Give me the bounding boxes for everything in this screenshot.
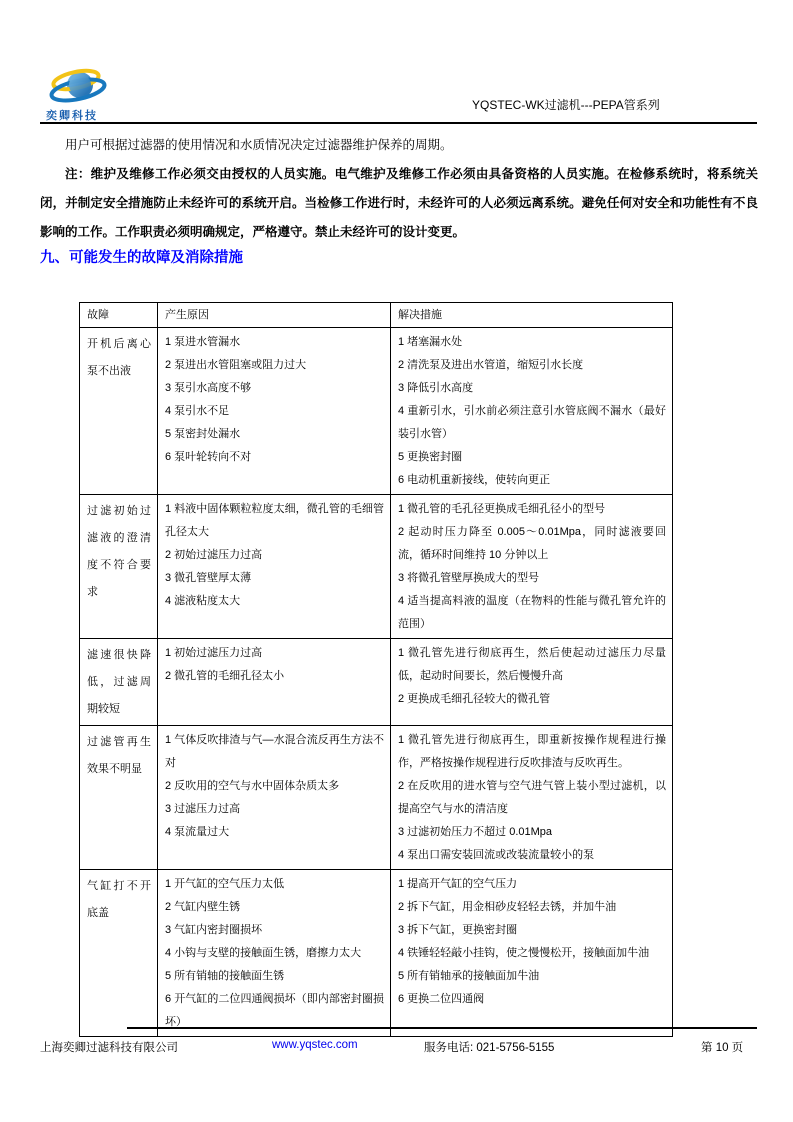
cell-line: 2 拆下气缸，用金相砂皮轻轻去锈，并加牛油 [398, 901, 617, 913]
cell-line: 1 提高开气缸的空气压力 [398, 878, 518, 890]
cell-line: 3 将微孔管壁厚换成大的型号 [398, 572, 540, 584]
cell-line: 6 泵叶轮转向不对 [165, 451, 252, 463]
cell-line: 3 过滤压力过高 [165, 803, 241, 815]
causes-cell [158, 870, 391, 1037]
cell-line: 3 气缸内密封圈损坏 [165, 924, 263, 936]
cell-line: 4 小钩与支壁的接触面生锈，磨擦力太大 [165, 947, 362, 959]
cell-line: 1 气体反吹排渣与气—水混合流反再生方法不对 [165, 734, 384, 769]
cell-line: 4 重新引水，引水前必须注意引水管底阀不漏水（最好装引水管） [398, 405, 666, 440]
table-row [80, 726, 673, 870]
cell-line: 2 微孔管的毛细孔径太小 [165, 670, 285, 682]
footer-divider [127, 1027, 757, 1029]
fault-text: 气缸打不开底盖 [87, 880, 151, 919]
cell-line: 5 所有销轴的接触面生锈 [165, 970, 285, 982]
footer-page-number: 第 10 页 [701, 1042, 744, 1054]
cell-line: 1 料液中固体颗粒粒度太细，微孔管的毛细管孔径太大 [165, 503, 384, 538]
causes-cell [158, 639, 391, 726]
column-header-cause: 产生原因 [158, 303, 391, 328]
cell-line: 5 泵密封处漏水 [165, 428, 241, 440]
globe-icon [46, 64, 166, 106]
fault-text: 开机后离心泵不出液 [87, 338, 151, 377]
solutions-cell [391, 328, 673, 495]
footer-company-name: 上海奕卿过滤科技有限公司 [40, 1042, 178, 1054]
cell-line: 3 降低引水高度 [398, 382, 474, 394]
section-heading-faults: 九、可能发生的故障及消除措施 [40, 250, 243, 266]
cell-line: 2 反吹用的空气与水中固体杂质太多 [165, 780, 340, 792]
cell-line: 1 微孔管先进行彻底再生，即重新按操作规程进行操作，严格按操作规程进行反吹排渣与反吹再生。 [398, 734, 666, 769]
company-logo [46, 64, 166, 123]
fault-table [79, 302, 673, 1037]
causes-cell [158, 726, 391, 870]
cell-line: 6 电动机重新接线，使转向更正 [398, 474, 551, 486]
paragraph-safety-note: 注：维护及维修工作必须交由授权的人员实施。电气维护及维修工作必须由具备资格的人员实施。在检修系统时，将系统关闭，并制定安全措施防止未经许可的系统开启。当检修工作进行时，未经许可的人必须远离系统。避免任何对安全和功能性有不良影响的工作。工作职责必须明确规定，严格遵守。禁止未经许可的设计变更。 [40, 167, 758, 239]
cell-line: 2 气缸内壁生锈 [165, 901, 241, 913]
causes-cell [158, 495, 391, 639]
cell-line: 4 适当提高料液的温度（在物料的性能与微孔管允许的范围） [398, 595, 666, 630]
solutions-cell [391, 495, 673, 639]
cell-line: 6 更换二位四通阀 [398, 993, 485, 1005]
paragraph-maintenance-cycle: 用户可根据过滤器的使用情况和水质情况决定过滤器维护保养的周期。 [65, 138, 453, 152]
cell-line: 1 堵塞漏水处 [398, 336, 463, 348]
cell-line: 4 泵引水不足 [165, 405, 230, 417]
cell-line: 2 在反吹用的进水管与空气进气管上装小型过滤机，以提高空气与水的清洁度 [398, 780, 666, 815]
causes-cell [158, 328, 391, 495]
cell-line: 2 初始过滤压力过高 [165, 549, 263, 561]
cell-line: 5 所有销轴承的接触面加牛油 [398, 970, 540, 982]
fault-cell [80, 495, 158, 639]
table-row [80, 870, 673, 1037]
cell-line: 3 泵引水高度不够 [165, 382, 252, 394]
cell-line: 2 泵进出水管阻塞或阻力过大 [165, 359, 307, 371]
fault-cell [80, 726, 158, 870]
body-text-block [40, 131, 758, 247]
cell-line: 2 更换成毛细孔径较大的微孔管 [398, 693, 551, 705]
fault-text: 过滤初始过滤液的澄清度不符合要求 [87, 505, 151, 598]
solutions-cell [391, 726, 673, 870]
fault-text: 过滤管再生效果不明显 [87, 736, 151, 775]
cell-line: 3 过滤初始压力不超过 0.01Mpa [398, 826, 553, 838]
fault-cell [80, 870, 158, 1037]
footer-website-link[interactable]: www.yqstec.com [272, 1039, 358, 1051]
cell-line: 2 清洗泵及进出水管道，缩短引水长度 [398, 359, 584, 371]
table-row [80, 328, 673, 495]
fault-cell [80, 639, 158, 726]
header-divider [40, 122, 757, 124]
cell-line: 3 微孔管壁厚太薄 [165, 572, 252, 584]
document-header-title: YQSTEC-WK过滤机---PEPA管系列 [472, 98, 660, 112]
cell-line: 2 起动时压力降至 0.005～0.01Mpa，同时滤液要回流，循环时间维持 10 分钟以上 [398, 526, 666, 561]
cell-line: 4 铁锤轻轻敲小挂钩，使之慢慢松开，接触面加牛油 [398, 947, 650, 959]
table-row [80, 495, 673, 639]
column-header-fault: 故障 [80, 303, 158, 328]
cell-line: 1 泵进水管漏水 [165, 336, 241, 348]
cell-line: 3 拆下气缸，更换密封圈 [398, 924, 518, 936]
table-row [80, 639, 673, 726]
table-header-row [80, 303, 673, 328]
cell-line: 1 初始过滤压力过高 [165, 647, 263, 659]
column-header-solution: 解决措施 [391, 303, 673, 328]
solutions-cell [391, 870, 673, 1037]
solutions-cell [391, 639, 673, 726]
cell-line: 5 更换密封圈 [398, 451, 463, 463]
fault-text: 滤速很快降低，过滤周期较短 [87, 649, 151, 715]
cell-line: 1 微孔管的毛孔径更换成毛细孔径小的型号 [398, 503, 606, 515]
cell-line: 4 泵出口需安装回流或改装流量较小的泵 [398, 849, 595, 861]
fault-cell [80, 328, 158, 495]
cell-line: 4 泵流量过大 [165, 826, 230, 838]
logo-text: 奕卿科技 [46, 110, 98, 122]
cell-line: 1 开气缸的空气压力太低 [165, 878, 285, 890]
footer-service-phone: 服务电话: 021-5756-5155 [424, 1042, 555, 1054]
cell-line: 4 滤液粘度太大 [165, 595, 241, 607]
cell-line: 6 开气缸的二位四通阀损坏（即内部密封圈损坏） [165, 993, 384, 1028]
cell-line: 1 微孔管先进行彻底再生，然后使起动过滤压力尽量低，起动时间要长，然后慢慢升高 [398, 647, 666, 682]
